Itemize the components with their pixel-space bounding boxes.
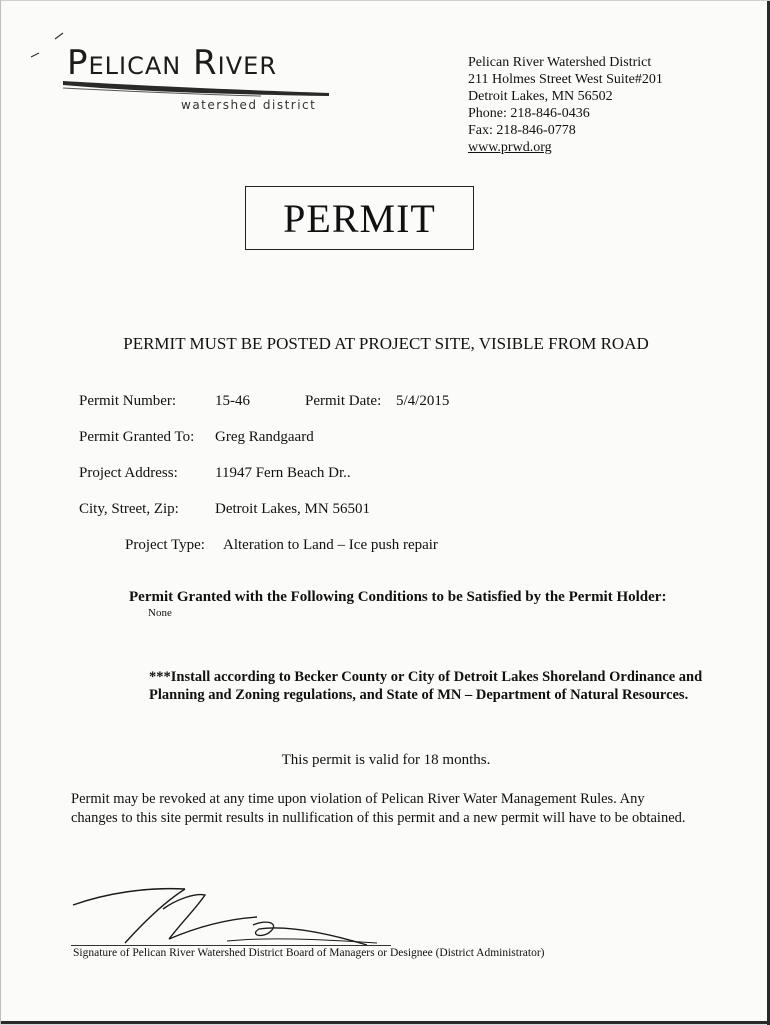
conditions-value: None bbox=[148, 607, 172, 619]
conditions-heading: Permit Granted with the Following Conditions to be Satisfied by the Permit Holder: bbox=[129, 589, 667, 605]
permit-title-box bbox=[245, 186, 474, 250]
website-link[interactable]: www.prwd.org bbox=[468, 140, 552, 155]
signature-line bbox=[71, 945, 391, 946]
city-label: City, Street, Zip: bbox=[79, 501, 179, 517]
project-type-value: Alteration to Land – Ice push repair bbox=[223, 537, 438, 553]
address-line: Detroit Lakes, MN 56502 bbox=[468, 89, 613, 104]
district-address bbox=[468, 54, 663, 156]
permit-date-value: 5/4/2015 bbox=[396, 393, 450, 409]
signature-mark bbox=[67, 879, 387, 949]
signature-caption: Signature of Pelican River Watershed District Board of Managers or Designee (District Administrator) bbox=[73, 947, 545, 959]
revocation-statement: Permit may be revoked at any time upon violation of Pelican River Water Management Rules. Any changes to this site permit results in nullification of this permit and a new permit will have to be obtained. bbox=[71, 791, 686, 826]
posting-notice: PERMIT MUST BE POSTED AT PROJECT SITE, VISIBLE FROM ROAD bbox=[123, 334, 649, 353]
project-address-label: Project Address: bbox=[79, 465, 178, 481]
pelican-river-logo bbox=[29, 29, 329, 119]
address-line: 211 Holmes Street West Suite#201 bbox=[468, 72, 663, 87]
granted-to-value: Greg Randgaard bbox=[215, 429, 314, 445]
project-type-label: Project Type: bbox=[125, 537, 205, 553]
project-address-value: 11947 Fern Beach Dr.. bbox=[215, 465, 351, 481]
permit-date-label: Permit Date: bbox=[305, 393, 382, 409]
city-value: Detroit Lakes, MN 56501 bbox=[215, 501, 370, 517]
permit-number-label: Permit Number: bbox=[79, 393, 177, 409]
permit-number-value: 15-46 bbox=[215, 393, 250, 409]
logo-swoosh bbox=[61, 75, 331, 99]
logo-subtitle: watershed district bbox=[181, 98, 317, 112]
logo-stroke-mark bbox=[29, 29, 69, 69]
address-line: Pelican River Watershed District bbox=[468, 55, 652, 70]
validity-statement: This permit is valid for 18 months. bbox=[281, 752, 491, 768]
address-phone: Phone: 218-846-0436 bbox=[468, 106, 590, 121]
address-fax: Fax: 218-846-0778 bbox=[468, 123, 576, 138]
permit-title: PERMIT bbox=[283, 195, 436, 241]
granted-to-label: Permit Granted To: bbox=[79, 429, 195, 445]
logo-brand-text: Pelican River bbox=[67, 43, 278, 83]
install-note: ***Install according to Becker County or City of Detroit Lakes Shoreland Ordinance and Planning and Zoning regulations, and State of MN – Department of Natural Resources. bbox=[149, 669, 703, 703]
